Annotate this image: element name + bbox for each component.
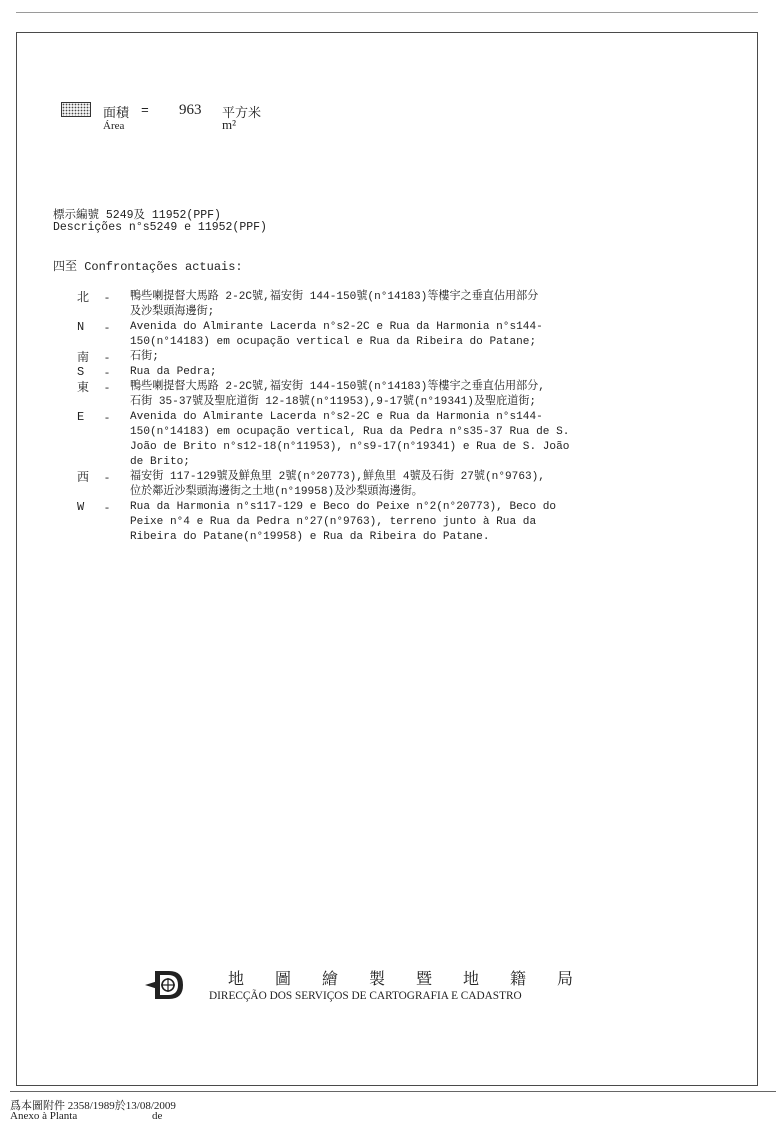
area-label-cn: 面積 [103,105,130,120]
direction-label: 西 [77,470,90,484]
direction-label: W [77,500,85,514]
confrontation-east-cn [77,380,717,410]
footer-annex-de: de [152,1110,163,1122]
confrontation-south-cn [77,350,717,365]
dscc-logo-icon [143,968,187,1002]
confrontation-text: Rua da Pedra; [130,366,217,378]
confrontation-text: 福安街 117-129號及鮮魚里 2號(n°20773),鮮魚里 4號及石街 27號(n°9763), 位於鄰近沙梨頭海邊街之土地(n°19958)及沙梨頭海邊街。 [130,471,545,498]
dash: - [105,410,109,424]
page-frame [16,32,758,1086]
footer-annex-pt: Anexo à Planta [10,1110,78,1122]
confrontation-text: Avenida do Almirante Lacerda n°s2-2C e Rua da Harmonia n°s144- 150(n°14183) em ocupação vertical e Rua da Ribeira do Patane; [130,321,543,348]
direction-label: N [77,320,85,334]
agency-name-cn: 地圖繪製暨地籍局 [228,971,605,988]
direction-label: 南 [77,350,90,364]
confrontation-north-cn [77,290,717,320]
confrontation-east-pt [77,410,717,470]
confrontation-text: Avenida do Almirante Lacerda n°s2-2C e Rua da Harmonia n°s144- 150(n°14183) em ocupação vertical, Rua da Pedra n°s35-37 Rua de S. João de Brito n°s12-18(n°11953), n°s9-17(n°19341) e Rua de S. João de Brito; [130,411,570,468]
agency-name-pt: DIRECÇÃO DOS SERVIÇOS DE CARTOGRAFIA E CADASTRO [209,990,522,1002]
confrontation-text: 石街; [130,351,159,363]
area-equals: = [141,103,149,118]
footer-annex-cn: 爲本圖附件 2358/1989於13/08/2009 [10,1100,176,1112]
direction-label: E [77,410,85,424]
footer-rule [10,1091,776,1092]
area-unit-cn: 平方米 [222,105,262,120]
dash: - [105,320,109,334]
area-label-pt: Área [103,120,125,132]
confrontation-text: 鴨些喇提督大馬路 2-2C號,福安街 144-150號(n°14183)等樓宇之垂直佔用部分, 石街 35-37號及聖庇道街 12-18號(n°11953),9-17號(n°19341)及聖庇道街; [130,381,545,408]
dash: - [105,350,109,364]
area-value: 963 [179,102,202,118]
description-cn: 標示編號 5249及 11952(PPF) [53,209,221,222]
dash: - [105,290,109,304]
dash: - [105,380,109,394]
confrontations-title: 四至 Confrontações actuais: [53,260,243,274]
top-rule [16,12,758,13]
dash: - [105,470,109,484]
confrontations-list [77,290,717,545]
direction-label: S [77,365,85,379]
confrontation-text: 鴨些喇提督大馬路 2-2C號,福安街 144-150號(n°14183)等樓宇之垂直佔用部分 及沙梨頭海邊街; [130,291,539,318]
confrontation-west-cn [77,470,717,500]
confrontation-north-pt [77,320,717,350]
confrontation-south-pt [77,365,717,380]
confrontation-west-pt [77,500,717,545]
description-pt: Descrições n°s5249 e 11952(PPF) [53,221,267,234]
direction-label: 東 [77,380,90,394]
dash: - [105,365,109,379]
dash: - [105,500,109,514]
area-hatch-swatch [61,102,91,117]
area-unit: m² [222,117,237,132]
confrontation-text: Rua da Harmonia n°s117-129 e Beco do Peixe n°2(n°20773), Beco do Peixe n°4 e Rua da Pedra n°27(n°9763), terreno junto à Rua da Ribeira do Patane(n°19958) e Rua da Ribeira do Patane. [130,501,557,543]
direction-label: 北 [77,290,90,304]
